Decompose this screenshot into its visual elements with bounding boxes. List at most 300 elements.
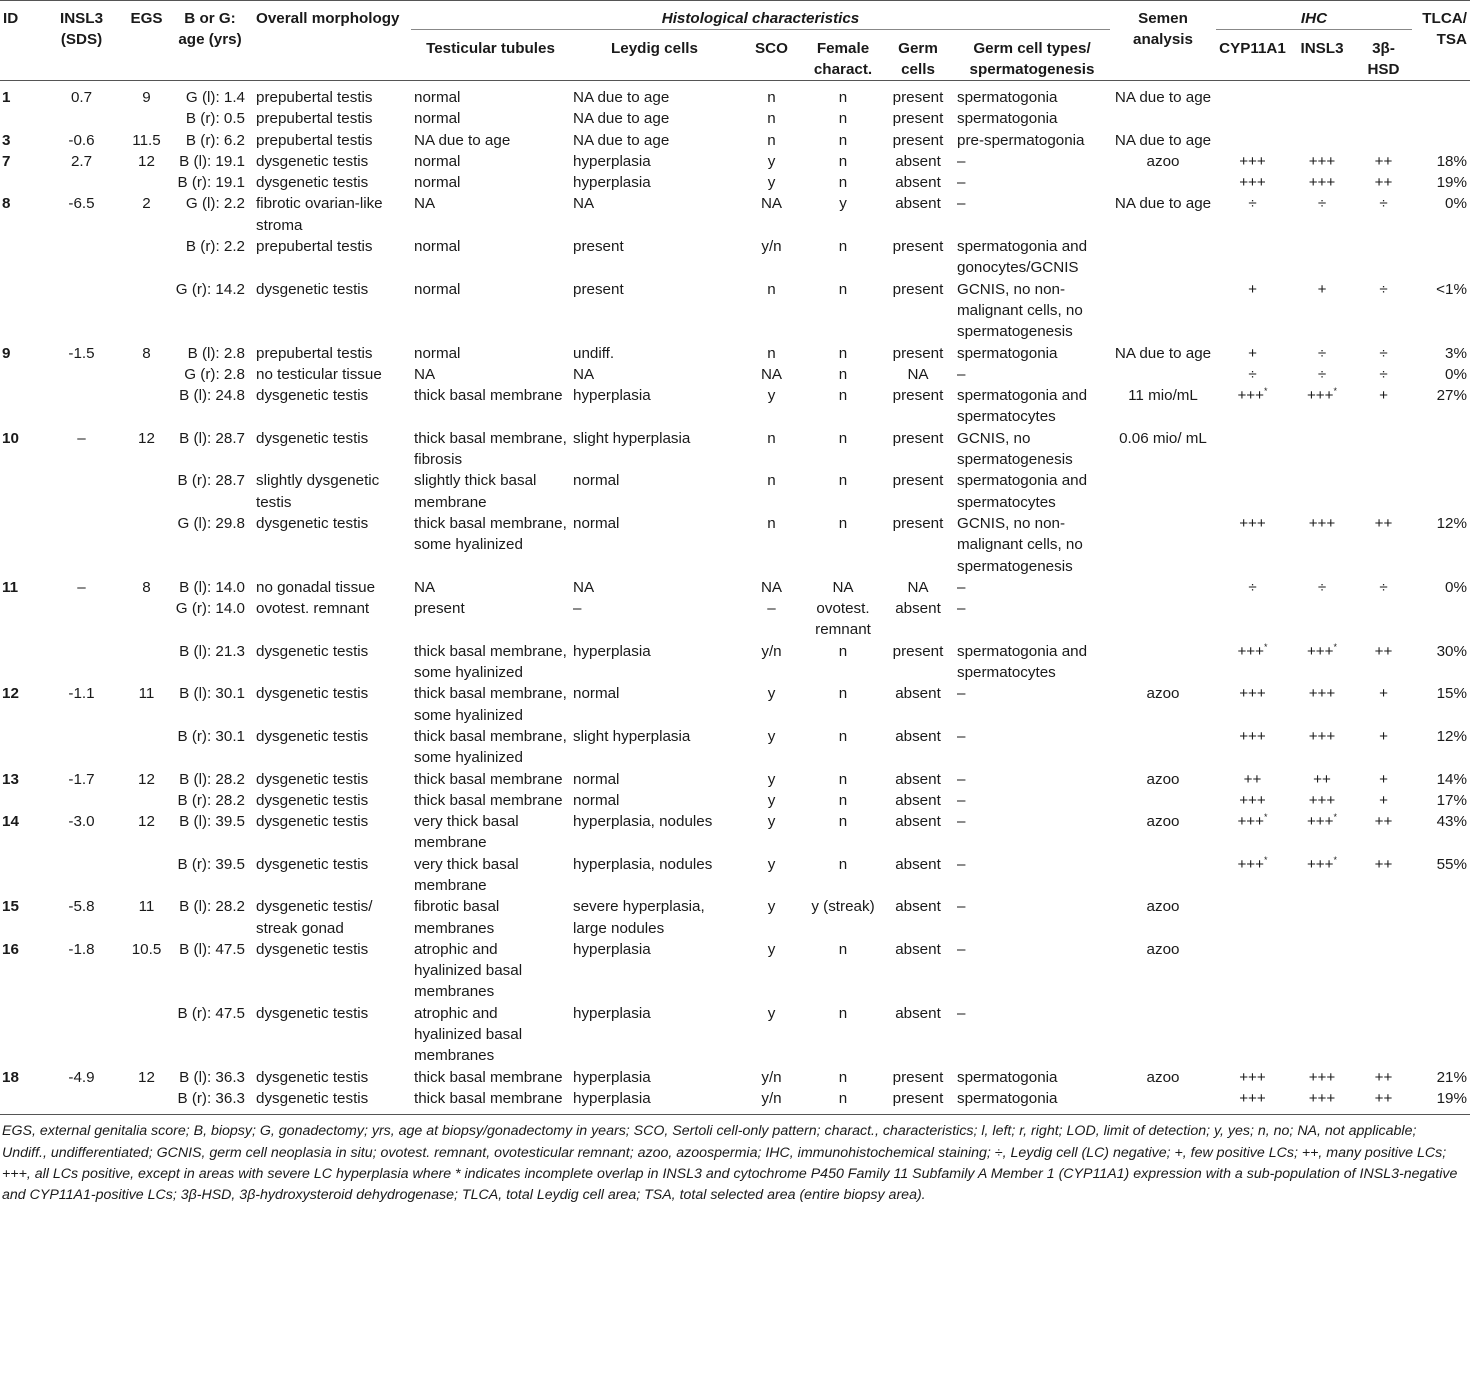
cell-tlca-tsa-text: 0% (1445, 195, 1467, 213)
cell-egs-text: 8 (142, 344, 151, 362)
cell-leydig-text: NA (573, 365, 595, 383)
cell-morphology (253, 641, 411, 684)
cell-egs-text: 12 (138, 1068, 155, 1086)
cell-egs-text: 12 (138, 770, 155, 788)
cell-germ-types (954, 726, 1110, 769)
cell-leydig (570, 193, 739, 236)
cell-morphology-text: dysgenetic testis (256, 152, 369, 170)
cell-egs (126, 130, 167, 151)
cell-tubules-text: normal (414, 344, 461, 362)
cell-insl3-sds-text: -1.8 (68, 940, 95, 958)
cell-insl3-ihc (1289, 896, 1355, 939)
cell-morphology-text: prepubertal testis (256, 89, 373, 106)
cell-germ-types (954, 641, 1110, 684)
cell-tlca-tsa (1412, 769, 1470, 790)
cell-tlca-tsa (1412, 854, 1470, 897)
cell-morphology (253, 343, 411, 364)
cell-leydig-text: hyperplasia (573, 1004, 651, 1022)
cell-id (0, 428, 37, 471)
cell-germ-cells-text: absent (895, 791, 941, 809)
cell-age (167, 385, 253, 428)
cell-leydig-text: – (573, 600, 582, 618)
table-row (0, 641, 1470, 684)
cell-age (167, 343, 253, 364)
cell-tubules (411, 172, 570, 193)
cell-tubules (411, 108, 570, 129)
cell-id-text: 11 (2, 578, 19, 596)
cell-sco (739, 1003, 804, 1067)
cell-leydig (570, 1067, 739, 1088)
cell-sco (739, 513, 804, 577)
cell-3b-hsd (1355, 108, 1412, 129)
cell-3b-hsd (1355, 130, 1412, 151)
cell-age-text: B (r): 28.7 (177, 472, 245, 490)
cell-female-text: n (838, 1004, 848, 1022)
table-row (0, 769, 1470, 790)
cell-3b-hsd-text: ++ (1374, 813, 1393, 831)
cell-germ-cells-text: absent (895, 770, 941, 788)
cell-semen-text: azoo (1146, 685, 1180, 703)
cell-egs (126, 726, 167, 769)
table-row (0, 130, 1470, 151)
cell-morphology (253, 470, 411, 513)
cell-insl3-sds (37, 364, 126, 385)
cell-id (0, 1067, 37, 1088)
cell-age (167, 151, 253, 172)
cell-female-text: n (838, 685, 848, 703)
header-tubules: Testicular tubules (411, 30, 570, 81)
cell-tubules (411, 364, 570, 385)
cell-id (0, 641, 37, 684)
cell-cyp11a1 (1216, 896, 1289, 939)
cell-3b-hsd-text: ÷ (1379, 280, 1388, 298)
cell-tubules-text: normal (414, 152, 461, 170)
cell-tubules-text: atrophic and hyalinized basal membranes (414, 940, 523, 1001)
header-tlca-tsa: TLCA/ TSA (1412, 1, 1470, 81)
cell-age (167, 364, 253, 385)
cell-germ-types (954, 683, 1110, 726)
cell-3b-hsd-text: + (1379, 791, 1388, 809)
cell-cyp11a1 (1216, 939, 1289, 1003)
cell-age (167, 428, 253, 471)
cell-tubules (411, 81, 570, 109)
cell-age-text: G (l): 29.8 (177, 514, 245, 532)
table-row (0, 1067, 1470, 1088)
cell-id (0, 811, 37, 854)
cell-egs (126, 854, 167, 897)
cell-insl3-ihc-text: + (1317, 280, 1327, 298)
cell-age-text: G (r): 2.8 (184, 365, 245, 383)
cell-leydig (570, 513, 739, 577)
cell-semen (1110, 428, 1216, 471)
cell-insl3-ihc-text: +++ (1308, 152, 1336, 170)
cell-sco (739, 364, 804, 385)
cell-sco-text: NA (760, 195, 783, 213)
cell-egs (126, 108, 167, 129)
cell-3b-hsd (1355, 172, 1412, 193)
cell-tlca-tsa (1412, 428, 1470, 471)
cell-id (0, 193, 37, 236)
cell-cyp11a1 (1216, 279, 1289, 343)
cell-semen (1110, 641, 1216, 684)
cell-insl3-sds (37, 1003, 126, 1067)
cell-morphology (253, 428, 411, 471)
cell-id-text: 13 (2, 770, 19, 788)
cell-morphology-text: prepubertal testis (256, 110, 373, 128)
cell-insl3-ihc-text: ++ (1313, 770, 1331, 788)
cell-insl3-sds (37, 577, 126, 598)
cell-sco (739, 236, 804, 279)
cell-age-text: B (l): 24.8 (179, 387, 245, 405)
cell-insl3-sds (37, 811, 126, 854)
cell-insl3-sds-text: -4.9 (68, 1068, 95, 1086)
cell-female (804, 1003, 882, 1067)
cell-id-text: 7 (2, 152, 11, 170)
cell-germ-cells (882, 130, 954, 151)
cell-germ-types-text: – (957, 770, 966, 788)
cell-tubules-text: NA due to age (414, 131, 511, 149)
cell-insl3-sds-text: -6.5 (68, 195, 95, 213)
header-id: ID (0, 1, 37, 81)
cell-germ-cells (882, 769, 954, 790)
cell-female-text: n (838, 174, 848, 192)
cell-cyp11a1-text: + (1248, 280, 1257, 298)
cell-age-text: B (r): 36.3 (177, 1089, 245, 1107)
cell-sco (739, 1067, 804, 1088)
cell-cyp11a1-text: +++ (1239, 514, 1266, 532)
cell-age-text: B (l): 28.2 (179, 898, 245, 916)
cell-germ-types-text: spermatogonia and gonocytes/GCNIS (957, 238, 1088, 277)
cell-cyp11a1 (1216, 726, 1289, 769)
table-row (0, 236, 1470, 279)
cell-morphology (253, 108, 411, 129)
cell-germ-types-text: – (957, 898, 966, 916)
cell-age (167, 641, 253, 684)
cell-insl3-sds (37, 385, 126, 428)
cell-id (0, 470, 37, 513)
cell-germ-cells (882, 364, 954, 385)
cell-germ-cells-text: present (892, 472, 944, 490)
table-header (0, 1, 1470, 81)
cell-id-text: 8 (2, 195, 11, 213)
cell-leydig-text: hyperplasia (573, 1089, 651, 1107)
cell-tlca-tsa-text: 12% (1436, 514, 1467, 532)
cell-3b-hsd-text: ++ (1374, 514, 1393, 532)
cell-semen (1110, 769, 1216, 790)
cell-germ-cells-text: present (892, 238, 944, 256)
cell-age (167, 854, 253, 897)
cell-female (804, 896, 882, 939)
cell-morphology-text: no testicular tissue (256, 365, 382, 383)
cell-insl3-ihc-text: ÷ (1317, 578, 1327, 596)
cell-3b-hsd (1355, 641, 1412, 684)
cell-insl3-sds (37, 769, 126, 790)
cell-germ-types (954, 385, 1110, 428)
cell-3b-hsd (1355, 1088, 1412, 1109)
cell-3b-hsd-text: ÷ (1379, 578, 1388, 596)
cell-id (0, 726, 37, 769)
cell-morphology (253, 279, 411, 343)
cell-germ-cells-text: absent (895, 727, 941, 745)
cell-age (167, 896, 253, 939)
cell-female-text: n (838, 813, 848, 831)
cell-female-text: n (838, 727, 848, 745)
cell-cyp11a1-text: ÷ (1248, 578, 1257, 596)
cell-age (167, 1003, 253, 1067)
cell-egs-text: 11 (138, 898, 155, 916)
cell-sco-text: y (767, 727, 776, 745)
cell-leydig-text: hyperplasia (573, 174, 651, 192)
cell-leydig (570, 790, 739, 811)
cell-leydig (570, 81, 739, 109)
cell-leydig-text: NA due to age (573, 110, 670, 128)
cell-female (804, 726, 882, 769)
table-row (0, 279, 1470, 343)
cell-egs (126, 598, 167, 641)
cell-egs-text: 11 (138, 685, 155, 703)
cell-semen-text: 11 mio/mL (1128, 387, 1198, 405)
cell-semen (1110, 172, 1216, 193)
cell-semen (1110, 193, 1216, 236)
cell-female (804, 683, 882, 726)
cell-sco (739, 598, 804, 641)
cell-tubules-text: present (414, 600, 465, 618)
cell-leydig-text: normal (573, 514, 620, 532)
cell-morphology-text: fibrotic ovarian-like stroma (256, 195, 383, 234)
cell-germ-types-text: – (957, 813, 966, 831)
cell-3b-hsd (1355, 896, 1412, 939)
cell-female (804, 193, 882, 236)
cell-sco-text: n (767, 429, 776, 447)
cell-female-text: n (838, 429, 848, 447)
cell-leydig-text: present (573, 280, 624, 298)
cell-cyp11a1 (1216, 1003, 1289, 1067)
cell-tubules-text: NA (414, 365, 436, 383)
cell-insl3-sds-text: 2.7 (70, 152, 93, 170)
cell-sco-text: y (767, 685, 776, 703)
cell-insl3-sds (37, 641, 126, 684)
cell-insl3-sds-text: – (77, 429, 86, 447)
cell-insl3-ihc (1289, 364, 1355, 385)
cell-sco (739, 151, 804, 172)
cell-germ-cells (882, 172, 954, 193)
cell-egs (126, 769, 167, 790)
cell-tubules-text: thick basal membrane, some hyalinized (414, 514, 567, 554)
cell-germ-cells (882, 193, 954, 236)
cell-morphology-text: dysgenetic testis (256, 813, 369, 831)
cell-insl3-ihc (1289, 343, 1355, 364)
cell-leydig-text: normal (573, 791, 620, 809)
cell-age (167, 236, 253, 279)
cell-female (804, 108, 882, 129)
cell-tubules-text: normal (414, 89, 461, 106)
cell-3b-hsd-text: + (1379, 770, 1388, 788)
cell-tubules (411, 513, 570, 577)
cell-3b-hsd (1355, 1067, 1412, 1088)
cell-egs (126, 172, 167, 193)
cell-insl3-ihc-text: ÷ (1317, 195, 1327, 213)
overlap-asterisk: * (1333, 386, 1338, 397)
header-morphology: Overall morphology (253, 1, 411, 81)
cell-sco (739, 939, 804, 1003)
cell-cyp11a1-text: +++ (1239, 791, 1266, 809)
cell-tlca-tsa-text: 14% (1436, 770, 1467, 788)
cell-age-text: B (r): 39.5 (177, 855, 245, 873)
cell-semen (1110, 385, 1216, 428)
cell-insl3-sds (37, 81, 126, 109)
cell-semen (1110, 577, 1216, 598)
cell-female-text: n (838, 238, 848, 256)
cell-3b-hsd (1355, 151, 1412, 172)
cell-tlca-tsa (1412, 1003, 1470, 1067)
cell-germ-types (954, 81, 1110, 109)
cell-age-text: B (l): 19.1 (179, 152, 245, 170)
cell-germ-cells-text: absent (895, 685, 941, 703)
table-footnote: EGS, external genitalia score; B, biopsy; G, gonadectomy; yrs, age at biopsy/gonadectomy in years; SCO, Sertoli cell-only pattern; charact., characteristics; l, left; r, right; LOD, limit of detection; y, yes; n, no; NA, not applicable; Undiff., undifferentiated; GCNIS, germ cell neoplasia in situ; ovotest. remnant, ovotesticular remnant; azoo, azoospermia; IHC, immunohistochemical staining; ÷, Leydig cell (LC) negative; +, few positive LCs; ++, many positive LCs; +++, all LCs positive, except in areas with severe LC hyperplasia where * indicates incomplete overlap in INSL3 and cytochrome P450 Family 11 Subfamily A Member 1 (CYP11A1) expression with a sub-population of INSL3-negative and CYP11A1-positive LCs; 3β-HSD, 3β-hydroxysteroid dehydrogenase; TLCA, total Leydig cell area; TSA, total selected area (entire biopsy area). (2, 1123, 1458, 1204)
cell-morphology (253, 811, 411, 854)
cell-leydig (570, 279, 739, 343)
header-germ-types: Germ cell types/ spermatogenesis (954, 30, 1110, 81)
cell-germ-cells (882, 577, 954, 598)
cell-egs (126, 939, 167, 1003)
cell-tlca-tsa (1412, 364, 1470, 385)
cell-leydig-text: NA (573, 578, 595, 596)
cell-tubules (411, 279, 570, 343)
cell-age (167, 81, 253, 109)
cell-sco-text: y (767, 855, 776, 873)
cell-female (804, 769, 882, 790)
cell-cyp11a1 (1216, 385, 1289, 428)
cell-insl3-ihc (1289, 598, 1355, 641)
cell-semen (1110, 598, 1216, 641)
cell-germ-types-text: – (957, 1004, 966, 1022)
cell-insl3-sds (37, 193, 126, 236)
cell-tubules (411, 896, 570, 939)
cell-leydig (570, 939, 739, 1003)
cell-age (167, 939, 253, 1003)
cell-germ-types-text: – (957, 727, 966, 745)
cell-morphology (253, 236, 411, 279)
cell-tlca-tsa-text: 17% (1436, 791, 1467, 809)
cell-cyp11a1 (1216, 769, 1289, 790)
cell-3b-hsd-text: ++ (1374, 174, 1393, 192)
cell-germ-cells (882, 854, 954, 897)
cell-leydig (570, 385, 739, 428)
cell-germ-types (954, 151, 1110, 172)
overlap-asterisk: * (1333, 641, 1338, 652)
cell-germ-cells (882, 1067, 954, 1088)
cell-germ-types (954, 193, 1110, 236)
cell-3b-hsd (1355, 683, 1412, 726)
cell-leydig-text: present (573, 238, 624, 256)
cell-tlca-tsa (1412, 151, 1470, 172)
cell-tlca-tsa (1412, 343, 1470, 364)
cell-germ-types-text: – (957, 365, 966, 383)
cell-germ-cells (882, 939, 954, 1003)
cell-female (804, 790, 882, 811)
cell-female (804, 854, 882, 897)
cell-germ-types-text: spermatogonia (957, 110, 1058, 128)
cell-cyp11a1 (1216, 1067, 1289, 1088)
cell-leydig-text: normal (573, 472, 620, 490)
cell-egs (126, 343, 167, 364)
cell-egs-text: 9 (142, 89, 151, 106)
cell-id-text: 18 (2, 1068, 19, 1086)
cell-morphology (253, 726, 411, 769)
cell-egs (126, 811, 167, 854)
cell-female (804, 172, 882, 193)
cell-3b-hsd (1355, 726, 1412, 769)
cell-germ-types (954, 790, 1110, 811)
cell-tlca-tsa (1412, 790, 1470, 811)
cell-female (804, 811, 882, 854)
cell-insl3-sds (37, 108, 126, 129)
cell-insl3-sds (37, 151, 126, 172)
cell-morphology-text: dysgenetic testis (256, 940, 369, 958)
table-row (0, 1088, 1470, 1109)
cell-leydig (570, 854, 739, 897)
cell-egs (126, 683, 167, 726)
cell-tubules (411, 385, 570, 428)
cell-tlca-tsa-text: 55% (1436, 855, 1467, 873)
cell-insl3-sds (37, 726, 126, 769)
cell-insl3-sds (37, 428, 126, 471)
cell-leydig (570, 108, 739, 129)
cell-morphology-text: prepubertal testis (256, 344, 373, 362)
cell-cyp11a1 (1216, 854, 1289, 897)
cell-insl3-ihc (1289, 130, 1355, 151)
cell-tlca-tsa (1412, 172, 1470, 193)
cell-insl3-ihc-text: ÷ (1317, 365, 1327, 383)
cell-tlca-tsa (1412, 641, 1470, 684)
cell-age-text: G (l): 1.4 (185, 89, 245, 106)
cell-morphology-text: slightly dysgenetic testis (256, 472, 380, 511)
cell-morphology (253, 193, 411, 236)
cell-3b-hsd-text: ++ (1374, 1068, 1393, 1086)
table-row (0, 108, 1470, 129)
cell-tubules-text: normal (414, 110, 461, 128)
cell-tubules-text: normal (414, 238, 461, 256)
cell-germ-cells-text: present (892, 1068, 944, 1086)
cell-morphology-text: dysgenetic testis (256, 685, 369, 703)
cell-sco-text: y (767, 152, 776, 170)
cell-id (0, 364, 37, 385)
cell-germ-cells (882, 790, 954, 811)
cell-egs (126, 1088, 167, 1109)
cell-sco-text: n (767, 280, 776, 298)
table-row (0, 172, 1470, 193)
cell-leydig (570, 364, 739, 385)
cell-morphology (253, 577, 411, 598)
cell-germ-types-text: – (957, 578, 966, 596)
overlap-asterisk: * (1264, 812, 1268, 823)
cell-tubules-text: thick basal membrane (414, 791, 563, 809)
cell-sco-text: y (767, 940, 776, 958)
cell-id (0, 108, 37, 129)
cell-egs (126, 470, 167, 513)
cell-leydig-text: hyperplasia (573, 387, 651, 405)
cell-tubules (411, 343, 570, 364)
cell-germ-cells-text: NA (907, 578, 929, 596)
cell-age-text: G (r): 14.0 (175, 600, 245, 618)
cell-female-text: n (838, 89, 848, 106)
cell-3b-hsd (1355, 790, 1412, 811)
cell-female (804, 470, 882, 513)
cell-germ-types (954, 172, 1110, 193)
cell-morphology-text: dysgenetic testis (256, 855, 369, 873)
cell-leydig-text: hyperplasia (573, 152, 651, 170)
cell-morphology (253, 896, 411, 939)
